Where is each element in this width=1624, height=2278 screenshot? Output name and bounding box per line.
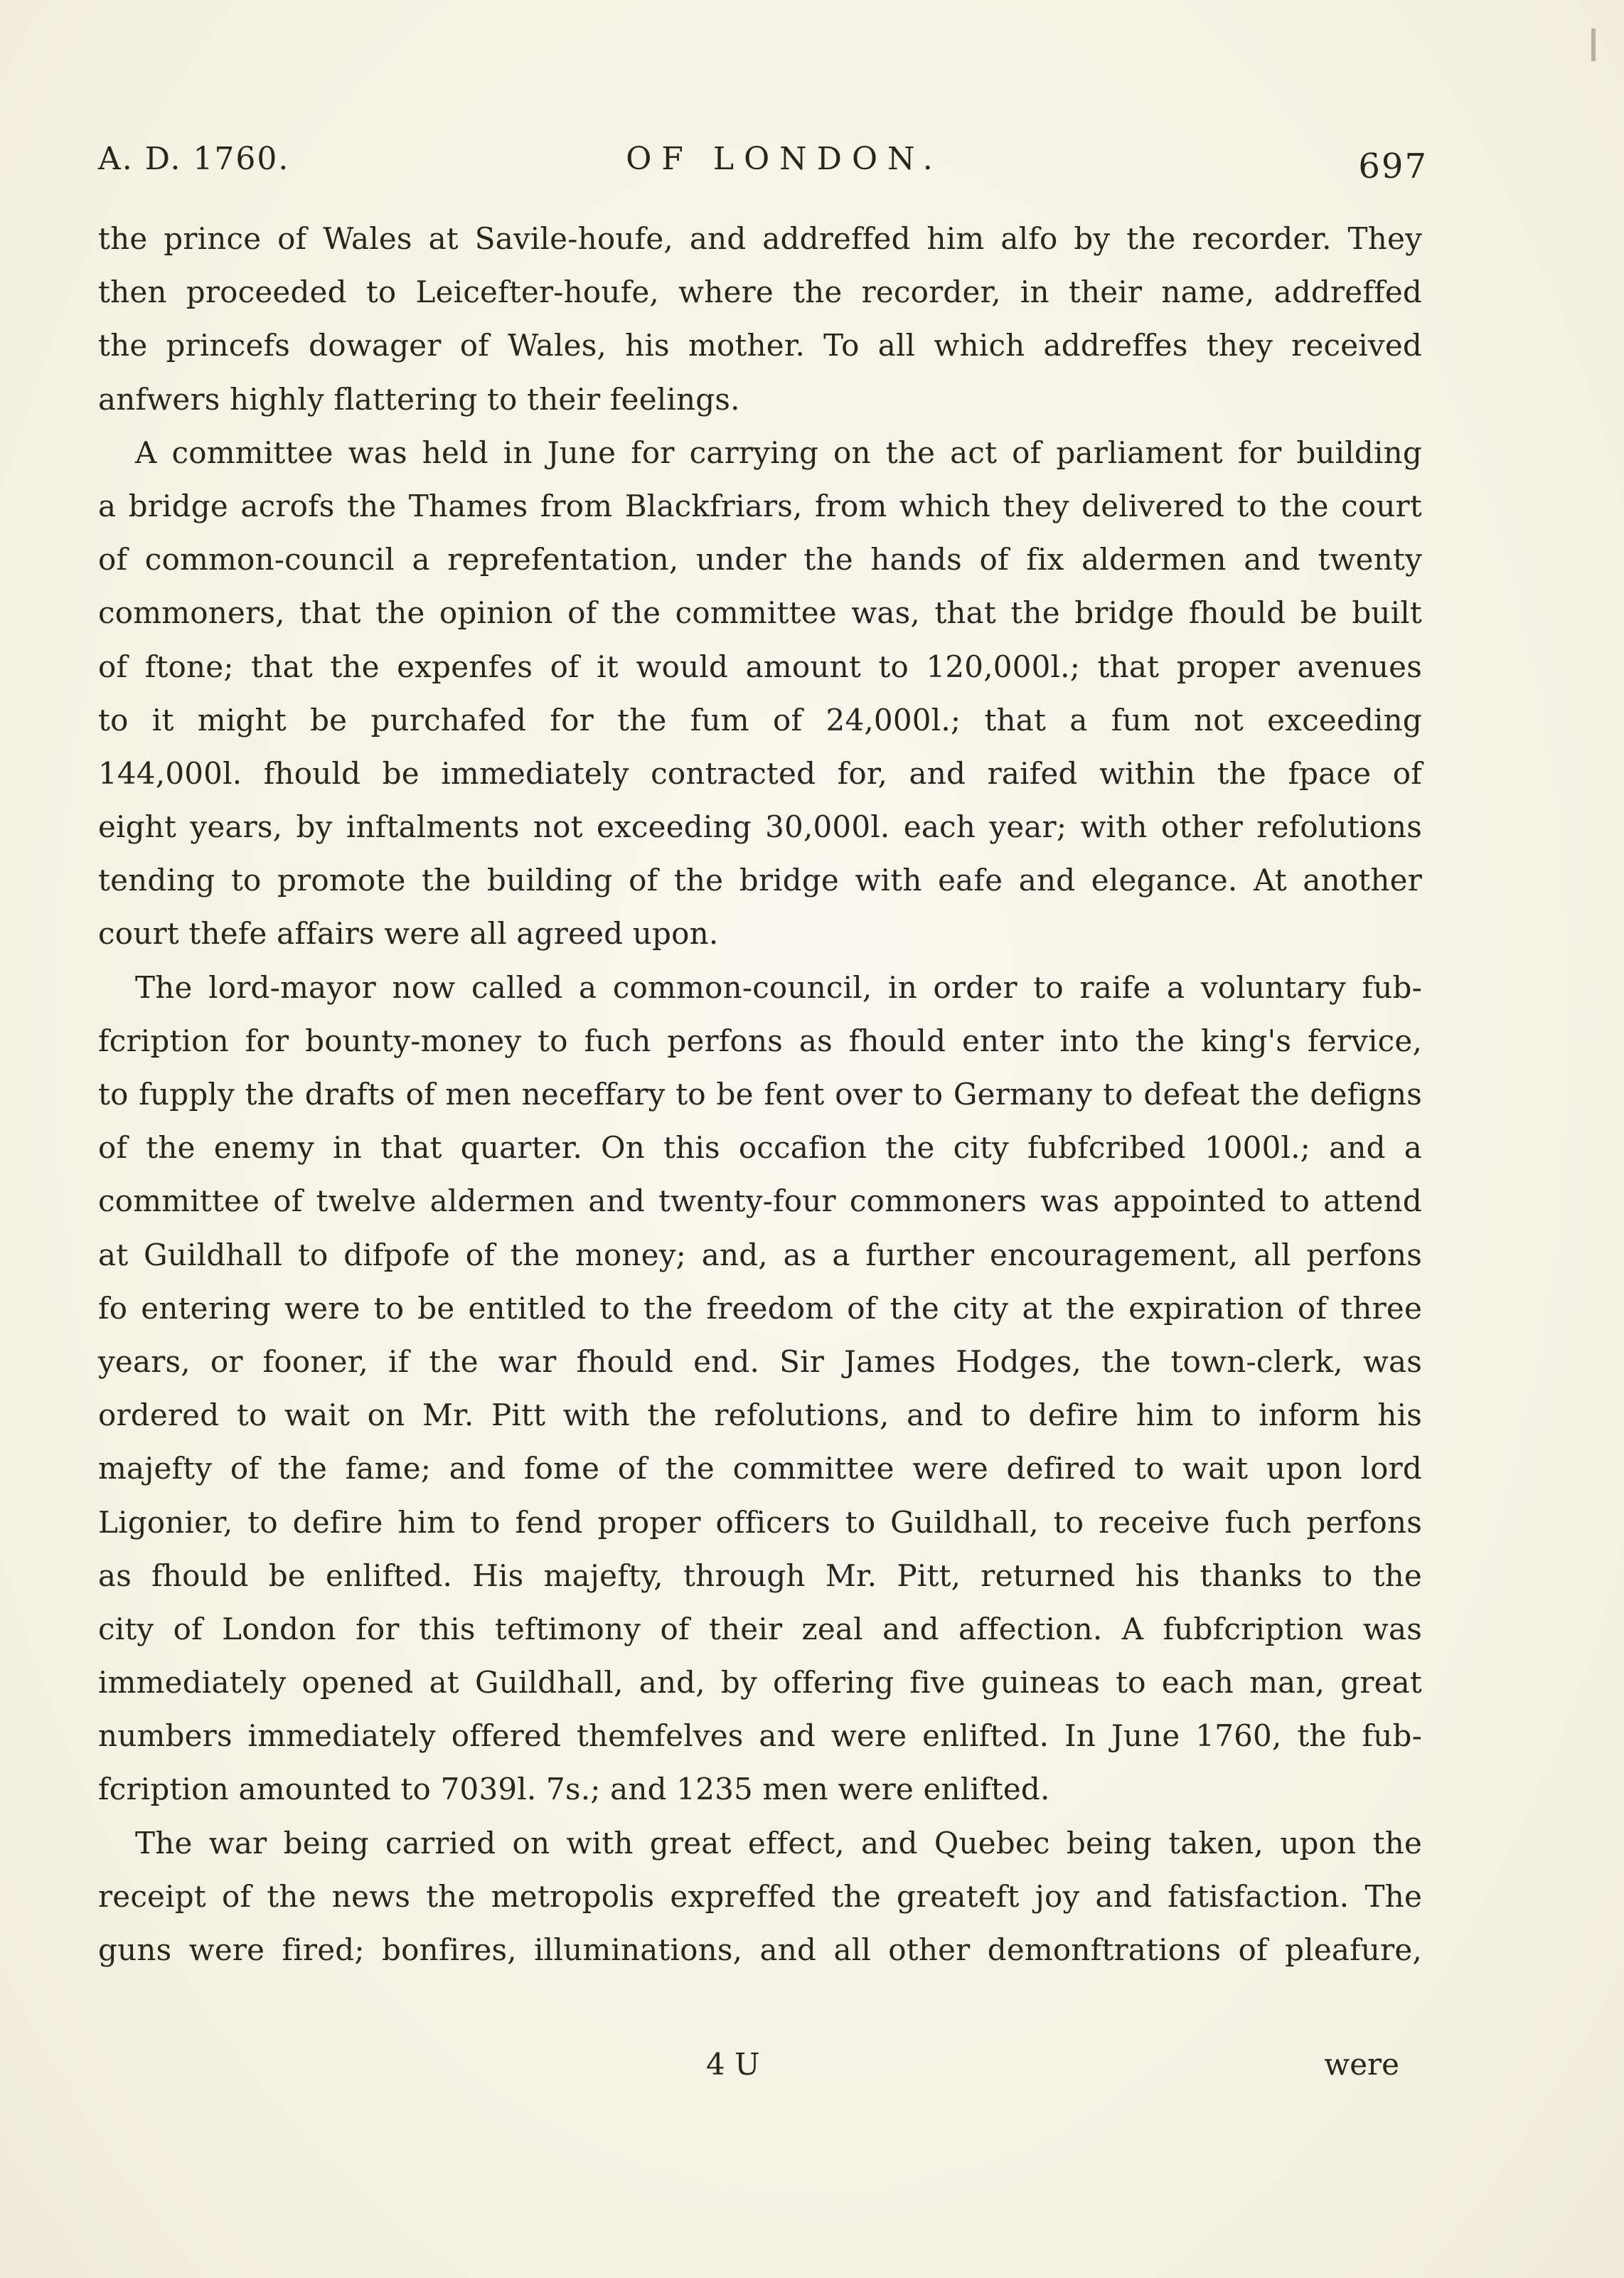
paragraph-first-line: The lord-mayor now called a common-council, in order to raife a voluntary fub-	[135, 969, 1422, 1005]
text-line: years, or fooner, if the war fhould end. Sir James Hodges, the town-clerk, was	[98, 1343, 1422, 1379]
text-line: then proceeded to Leicefter-houfe, where the recorder, in their name, addreffed	[98, 275, 1422, 310]
text-line: a bridge acrofs the Thames from Blackfriars, from which they delivered to the court	[98, 488, 1422, 523]
signature-mark: 4 U	[706, 2047, 760, 2082]
page-number: 697	[1358, 147, 1428, 186]
running-head	[98, 134, 1428, 191]
text-line: guns were fired; bonfires, illuminations, and all other demonftrations of pleafure,	[98, 1932, 1422, 1967]
text-line: city of London for this teftimony of their zeal and affection. A fubfcription was	[98, 1611, 1422, 1646]
text-line: the princefs dowager of Wales, his mother. To all which addreffes they received	[98, 328, 1422, 363]
text-line: fcription for bounty-money to fuch perfons as fhould enter into the king's fervice,	[98, 1023, 1422, 1058]
text-line: ordered to wait on Mr. Pitt with the refolutions, and to defire him to inform his	[98, 1398, 1422, 1433]
text-line: as fhould be enlifted. His majefty, through Mr. Pitt, returned his thanks to the	[98, 1558, 1422, 1593]
text-line: receipt of the news the metropolis expreffed the greateft joy and fatisfaction. The	[98, 1878, 1422, 1914]
text-line: to it might be purchafed for the fum of 24,000l.; that a fum not exceeding	[98, 702, 1422, 738]
text-line: at Guildhall to difpofe of the money; and, as a further encouragement, all perfons	[98, 1237, 1422, 1272]
text-line: of the enemy in that quarter. On this occafion the city fubfcribed 1000l.; and a	[98, 1130, 1422, 1166]
paragraph-first-line: The war being carried on with great effect, and Quebec being taken, upon the	[135, 1825, 1422, 1861]
text-line: immediately opened at Guildhall, and, by offering five guineas to each man, great	[98, 1665, 1422, 1700]
catchword: were	[1324, 2047, 1399, 2082]
text-line: court thefe affairs were all agreed upon.	[98, 916, 719, 952]
text-line: tending to promote the building of the bridge with eafe and elegance. At another	[98, 863, 1422, 898]
page-footer	[98, 2040, 1399, 2090]
text-line: fo entering were to be entitled to the freedom of the city at the expiration of three	[98, 1290, 1422, 1326]
text-line: fcription amounted to 7039l. 7s.; and 1235 men were enlifted.	[98, 1772, 1050, 1807]
text-line: 144,000l. fhould be immediately contracted for, and raifed within the fpace of	[98, 755, 1422, 791]
text-line: to fupply the drafts of men neceffary to be fent over to Germany to defeat the defigns	[98, 1077, 1422, 1112]
running-head-date: A. D. 1760.	[98, 141, 290, 177]
text-line: commoners, that the opinion of the committee was, that the bridge fhould be built	[98, 595, 1422, 631]
text-line: anfwers highly flattering to their feelings.	[98, 381, 740, 417]
text-line: eight years, by inftalments not exceeding 30,000l. each year; with other refolutions	[98, 809, 1422, 845]
body-text	[98, 212, 1422, 1976]
text-line: of ftone; that the expenfes of it would amount to 120,000l.; that proper avenues	[98, 649, 1422, 684]
paragraph-first-line: A committee was held in June for carrying on the act of parliament for building	[135, 435, 1422, 470]
binding-mark	[1591, 28, 1596, 61]
running-head-title: OF LONDON.	[626, 141, 943, 177]
text-line: of common-council a reprefentation, under the hands of fix aldermen and twenty	[98, 542, 1422, 578]
text-line: committee of twelve aldermen and twenty-four commoners was appointed to attend	[98, 1183, 1422, 1219]
text-line: majefty of the fame; and fome of the committee were defired to wait upon lord	[98, 1451, 1422, 1486]
text-line: Ligonier, to defire him to fend proper officers to Guildhall, to receive fuch perfons	[98, 1504, 1422, 1540]
text-line: numbers immediately offered themfelves and were enlifted. In June 1760, the fub-	[98, 1718, 1422, 1754]
text-line: the prince of Wales at Savile-houfe, and addreffed him alfo by the recorder. They	[98, 221, 1422, 256]
